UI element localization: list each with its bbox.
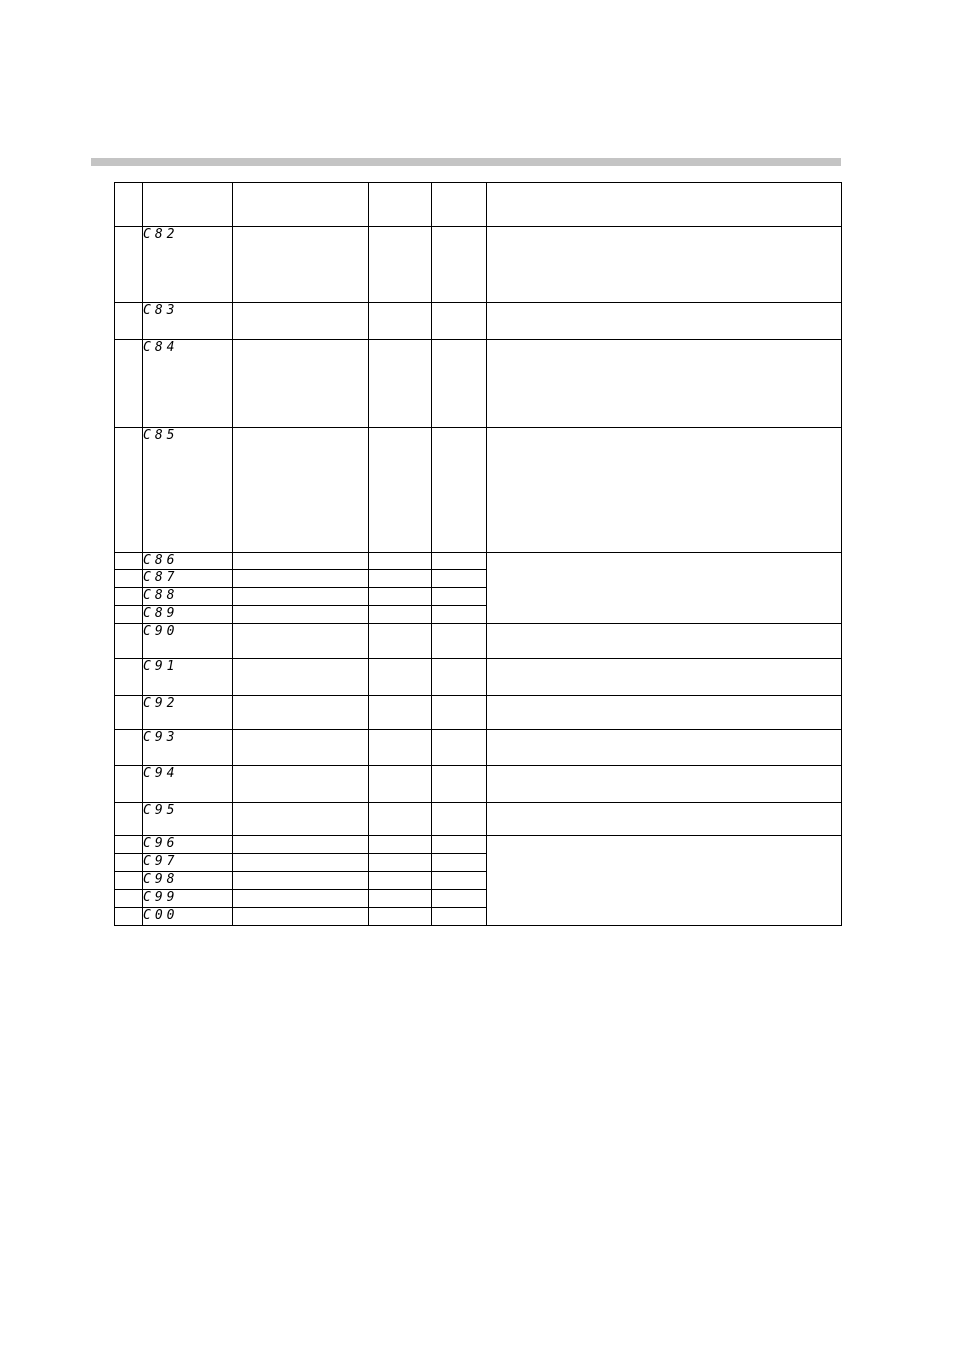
initial-cell — [369, 606, 432, 624]
table-header-row — [115, 183, 842, 227]
initial-cell — [369, 854, 432, 872]
description-cell — [487, 624, 842, 659]
item-cell — [233, 766, 369, 803]
no-cell — [115, 696, 143, 730]
no-cell — [115, 890, 143, 908]
user-cell — [432, 908, 487, 926]
item-cell — [233, 836, 369, 854]
user-cell — [432, 803, 487, 836]
initial-cell — [369, 340, 432, 428]
display-code: C99 — [143, 890, 233, 908]
display-code: C98 — [143, 872, 233, 890]
item-cell — [233, 854, 369, 872]
no-cell — [115, 428, 143, 553]
no-cell — [115, 303, 143, 340]
description-cell — [487, 836, 842, 926]
description-cell — [487, 303, 842, 340]
user-cell — [432, 659, 487, 696]
display-code: C92 — [143, 696, 233, 730]
user-cell — [432, 570, 487, 588]
item-cell — [233, 606, 369, 624]
description-cell — [487, 227, 842, 303]
initial-cell — [369, 659, 432, 696]
display-code: C88 — [143, 588, 233, 606]
initial-cell — [369, 696, 432, 730]
display-code: C97 — [143, 854, 233, 872]
no-cell — [115, 227, 143, 303]
no-cell — [115, 854, 143, 872]
item-cell — [233, 553, 369, 570]
display-code: C83 — [143, 303, 233, 340]
no-cell — [115, 766, 143, 803]
user-cell — [432, 890, 487, 908]
item-cell — [233, 588, 369, 606]
description-cell — [487, 340, 842, 428]
initial-cell — [369, 836, 432, 854]
no-cell — [115, 908, 143, 926]
item-cell — [233, 624, 369, 659]
user-cell — [432, 303, 487, 340]
header-initial — [369, 183, 432, 227]
no-cell — [115, 570, 143, 588]
user-cell — [432, 836, 487, 854]
item-cell — [233, 227, 369, 303]
header-description — [487, 183, 842, 227]
display-code: C93 — [143, 730, 233, 766]
no-cell — [115, 872, 143, 890]
user-cell — [432, 766, 487, 803]
no-cell — [115, 730, 143, 766]
user-cell — [432, 340, 487, 428]
table-row — [115, 766, 842, 803]
item-cell — [233, 890, 369, 908]
user-cell — [432, 428, 487, 553]
item-cell — [233, 428, 369, 553]
no-cell — [115, 836, 143, 854]
description-cell — [487, 766, 842, 803]
item-cell — [233, 872, 369, 890]
user-cell — [432, 854, 487, 872]
header-item — [233, 183, 369, 227]
table-row — [115, 553, 842, 570]
display-code: C00 — [143, 908, 233, 926]
no-cell — [115, 340, 143, 428]
table-row — [115, 624, 842, 659]
table-row — [115, 659, 842, 696]
item-cell — [233, 908, 369, 926]
initial-cell — [369, 303, 432, 340]
user-cell — [432, 872, 487, 890]
description-cell — [487, 803, 842, 836]
table-row — [115, 730, 842, 766]
display-code: C95 — [143, 803, 233, 836]
description-cell — [487, 730, 842, 766]
item-cell — [233, 570, 369, 588]
user-cell — [432, 227, 487, 303]
user-cell — [432, 553, 487, 570]
display-code: C91 — [143, 659, 233, 696]
parameter-table — [114, 182, 842, 926]
table-row — [115, 696, 842, 730]
display-code: C85 — [143, 428, 233, 553]
user-cell — [432, 730, 487, 766]
initial-cell — [369, 624, 432, 659]
display-code: C82 — [143, 227, 233, 303]
description-cell — [487, 553, 842, 624]
display-code: C87 — [143, 570, 233, 588]
item-cell — [233, 730, 369, 766]
initial-cell — [369, 227, 432, 303]
no-cell — [115, 588, 143, 606]
initial-cell — [369, 872, 432, 890]
display-code: C84 — [143, 340, 233, 428]
table-row — [115, 803, 842, 836]
table-row — [115, 428, 842, 553]
initial-cell — [369, 553, 432, 570]
initial-cell — [369, 588, 432, 606]
user-cell — [432, 588, 487, 606]
table-row — [115, 227, 842, 303]
header-rule — [91, 158, 841, 166]
display-code: C96 — [143, 836, 233, 854]
user-cell — [432, 696, 487, 730]
header-user — [432, 183, 487, 227]
no-cell — [115, 659, 143, 696]
display-code: C94 — [143, 766, 233, 803]
item-cell — [233, 340, 369, 428]
initial-cell — [369, 908, 432, 926]
initial-cell — [369, 428, 432, 553]
display-code: C86 — [143, 553, 233, 570]
description-cell — [487, 659, 842, 696]
initial-cell — [369, 730, 432, 766]
no-cell — [115, 803, 143, 836]
user-cell — [432, 624, 487, 659]
item-cell — [233, 659, 369, 696]
initial-cell — [369, 766, 432, 803]
initial-cell — [369, 570, 432, 588]
table-row — [115, 836, 842, 854]
no-cell — [115, 553, 143, 570]
header-display — [143, 183, 233, 227]
description-cell — [487, 428, 842, 553]
display-code: C90 — [143, 624, 233, 659]
table-row — [115, 340, 842, 428]
display-code: C89 — [143, 606, 233, 624]
header-no — [115, 183, 143, 227]
item-cell — [233, 803, 369, 836]
no-cell — [115, 606, 143, 624]
no-cell — [115, 624, 143, 659]
initial-cell — [369, 803, 432, 836]
table-row — [115, 303, 842, 340]
item-cell — [233, 303, 369, 340]
description-cell — [487, 696, 842, 730]
item-cell — [233, 696, 369, 730]
initial-cell — [369, 890, 432, 908]
user-cell — [432, 606, 487, 624]
